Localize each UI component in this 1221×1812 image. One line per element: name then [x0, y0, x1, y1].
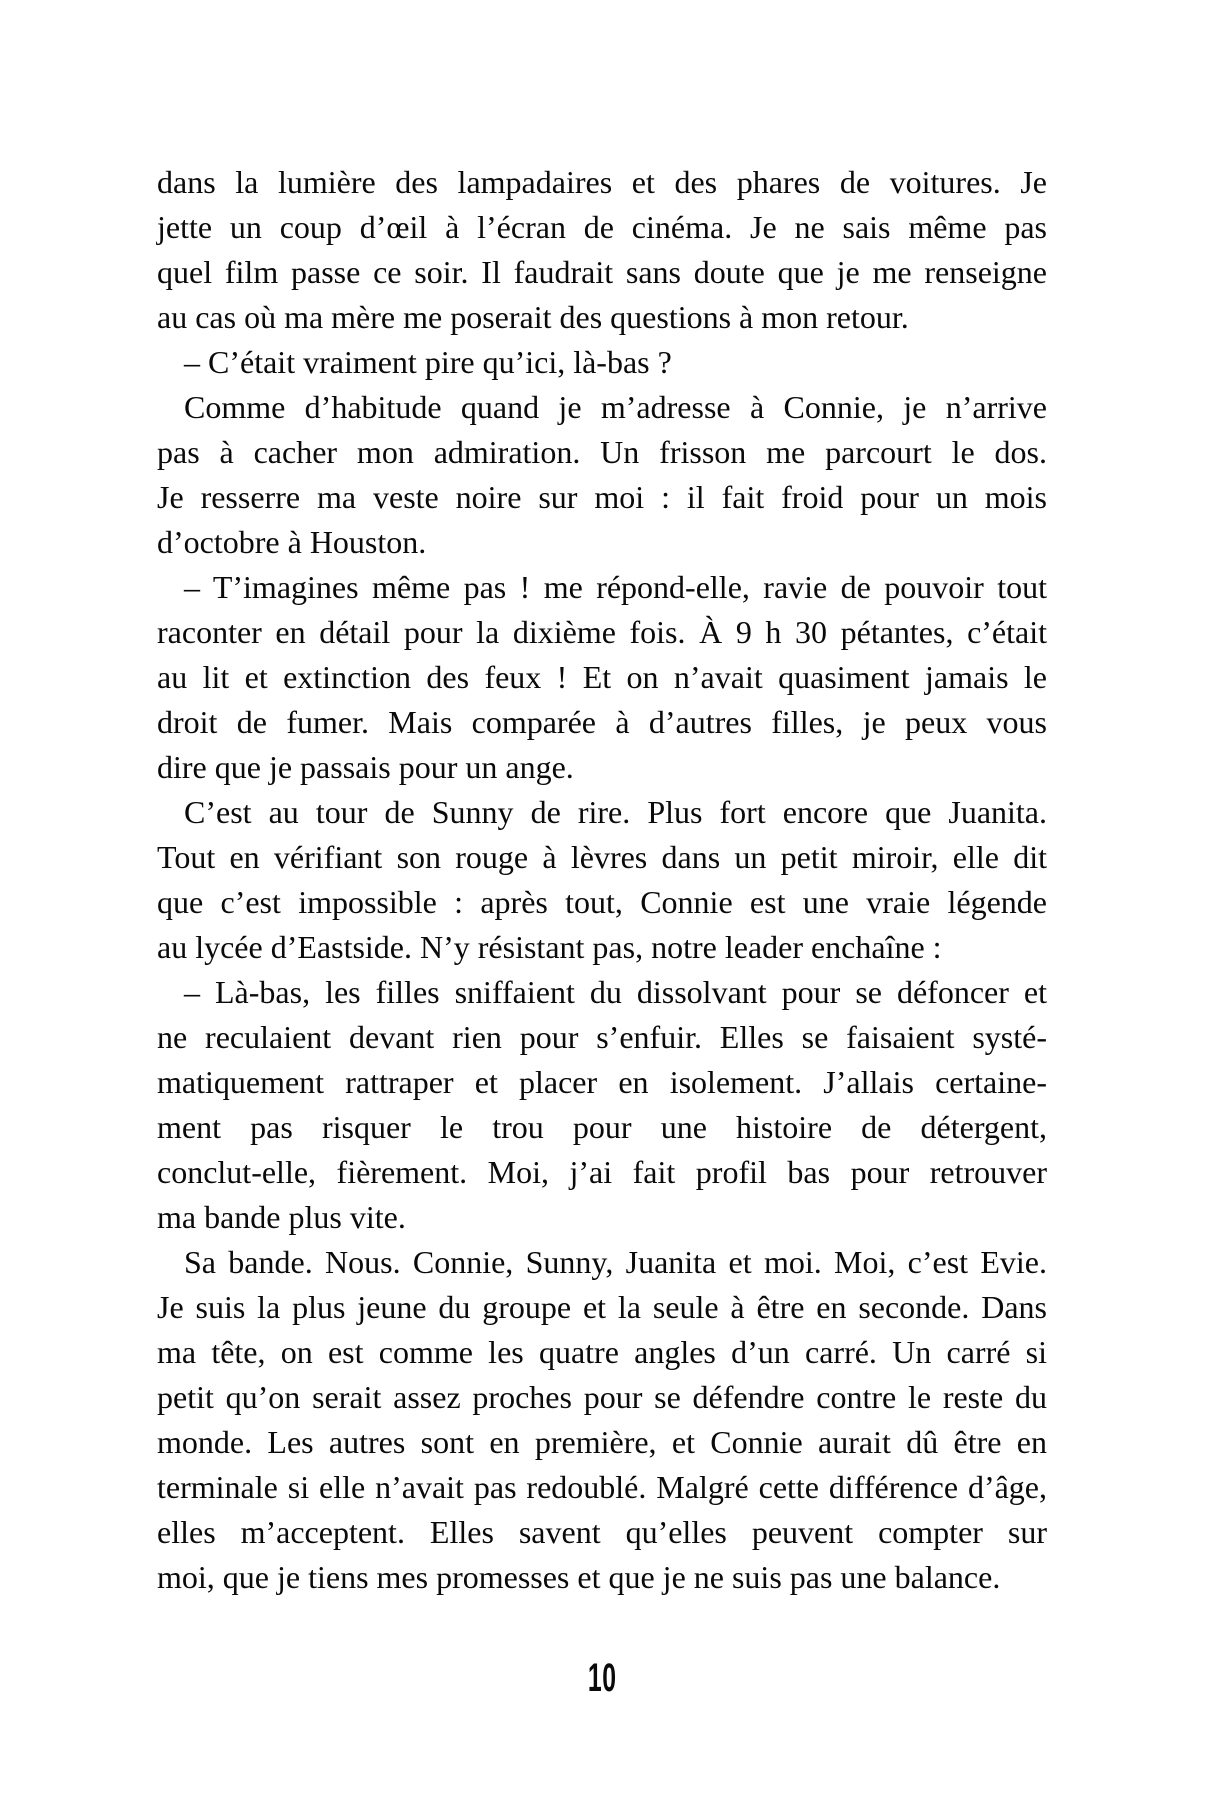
text-line: terminale si elle n’avait pas redoublé. Malgré cette différence d’âge,: [157, 1469, 1047, 1505]
text-line: C’est au tour de Sunny de rire. Plus fort encore que Juanita.: [184, 794, 1047, 830]
text-line: matiquement rattraper et placer en isolement. J’allais certaine-: [157, 1064, 1047, 1100]
page-number: 10: [587, 1656, 617, 1700]
text-line: – C’était vraiment pire qu’ici, là-bas ?: [184, 344, 672, 380]
text-line: quel film passe ce soir. Il faudrait sans doute que je me renseigne: [157, 254, 1047, 290]
text-line: d’octobre à Houston.: [157, 524, 427, 560]
text-line: – T’imagines même pas ! me répond-elle, ravie de pouvoir tout: [184, 569, 1047, 605]
text-line: dans la lumière des lampadaires et des phares de voitures. Je: [157, 164, 1047, 200]
text-line: pas à cacher mon admiration. Un frisson me parcourt le dos.: [157, 434, 1047, 470]
paragraph: [157, 160, 1047, 340]
text-line: au cas où ma mère me poserait des questions à mon retour.: [157, 299, 909, 335]
text-line: raconter en détail pour la dixième fois. À 9 h 30 pétantes, c’était: [157, 614, 1047, 650]
paragraph: [157, 1240, 1047, 1600]
text-line: Comme d’habitude quand je m’adresse à Connie, je n’arrive: [184, 389, 1047, 425]
text-line: Sa bande. Nous. Connie, Sunny, Juanita et moi. Moi, c’est Evie.: [184, 1244, 1047, 1280]
text-line: ne reculaient devant rien pour s’enfuir. Elles se faisaient systé-: [157, 1019, 1047, 1055]
text-line: Je resserre ma veste noire sur moi : il fait froid pour un mois: [157, 479, 1047, 515]
text-line: ma tête, on est comme les quatre angles d’un carré. Un carré si: [157, 1334, 1047, 1370]
text-line: au lit et extinction des feux ! Et on n’avait quasiment jamais le: [157, 659, 1047, 695]
text-line: Je suis la plus jeune du groupe et la seule à être en seconde. Dans: [157, 1289, 1047, 1325]
page-number-row: [157, 1658, 1047, 1698]
paragraph: [157, 385, 1047, 565]
text-line: elles m’acceptent. Elles savent qu’elles peuvent compter sur: [157, 1514, 1047, 1550]
text-line: monde. Les autres sont en première, et Connie aurait dû être en: [157, 1424, 1047, 1460]
text-line: droit de fumer. Mais comparée à d’autres filles, je peux vous: [157, 704, 1047, 740]
text-line: ment pas risquer le trou pour une histoire de détergent,: [157, 1109, 1047, 1145]
text-block: [157, 160, 1047, 1600]
paragraph: [157, 565, 1047, 790]
text-line: petit qu’on serait assez proches pour se défendre contre le reste du: [157, 1379, 1047, 1415]
paragraph: [157, 340, 1047, 385]
text-line: Tout en vérifiant son rouge à lèvres dans un petit miroir, elle dit: [157, 839, 1047, 875]
text-line: jette un coup d’œil à l’écran de cinéma. Je ne sais même pas: [157, 209, 1047, 245]
paragraph: [157, 790, 1047, 970]
text-line: – Là-bas, les filles sniffaient du dissolvant pour se défoncer et: [184, 974, 1047, 1010]
text-line: moi, que je tiens mes promesses et que je ne suis pas une balance.: [157, 1559, 1001, 1595]
text-line: conclut-elle, fièrement. Moi, j’ai fait profil bas pour retrouver: [157, 1154, 1047, 1190]
paragraph: [157, 970, 1047, 1240]
text-line: ma bande plus vite.: [157, 1199, 406, 1235]
text-line: dire que je passais pour un ange.: [157, 749, 574, 785]
text-line: au lycée d’Eastside. N’y résistant pas, notre leader enchaîne :: [157, 929, 942, 965]
text-line: que c’est impossible : après tout, Connie est une vraie légende: [157, 884, 1047, 920]
